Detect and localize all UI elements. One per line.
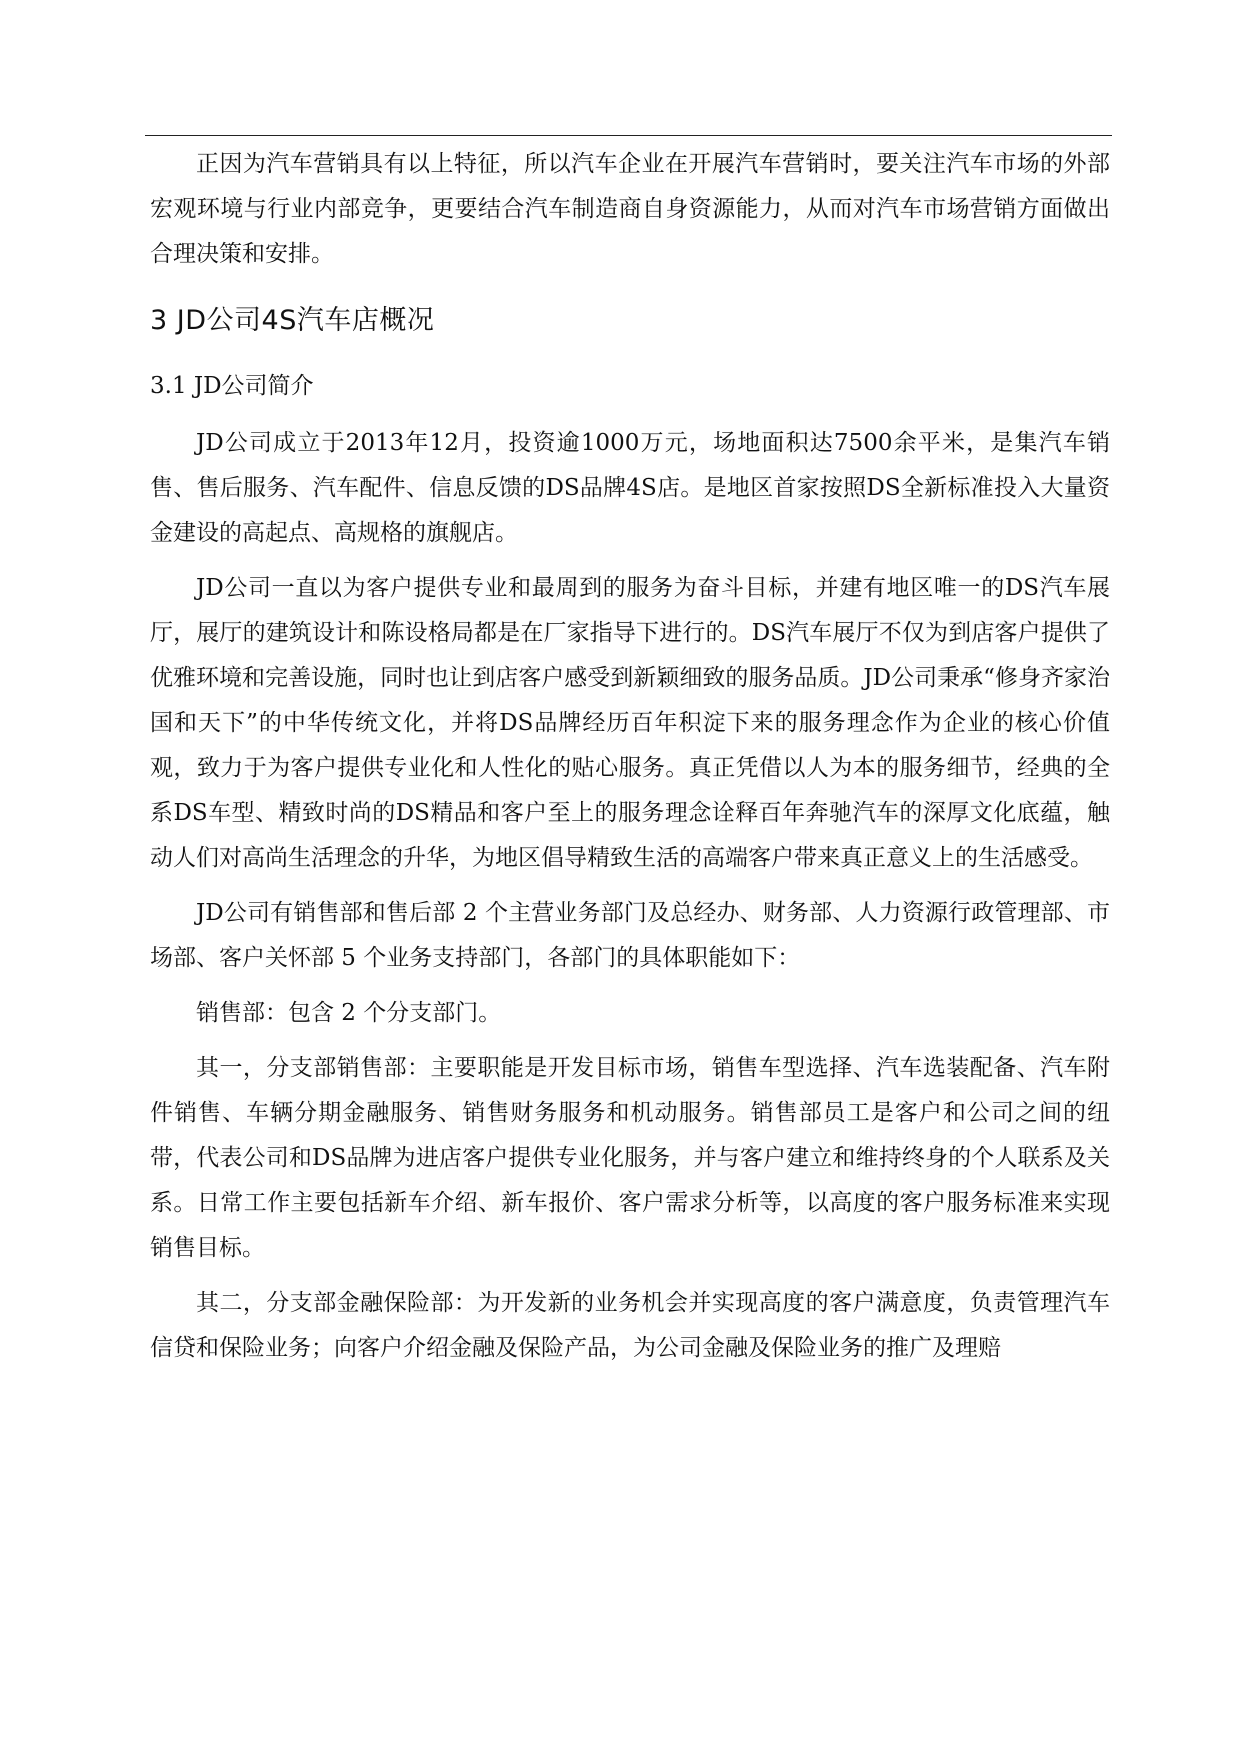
subsection-heading: 3.1 JD公司简介 <box>150 373 314 399</box>
paragraph-sales-branch: 其一，分支部销售部：主要职能是开发目标市场，销售车型选择、汽车选装配备、汽车附件销售、车辆分期金融服务、销售财务服务和机动服务。销售部员工是客户和公司之间的纽带，代表公司和DS品牌为进店客户提供专业化服务，并与客户建立和维持终身的个人联系及关系。日常工作主要包括新车介绍、新车报价、客户需求分析等，以高度的客户服务标准来实现销售目标。 <box>150 1055 1110 1261</box>
paragraph-finance-insurance-branch: 其二，分支部金融保险部：为开发新的业务机会并实现高度的客户满意度，负责管理汽车信贷和保险业务；向客户介绍金融及保险产品，为公司金融及保险业务的推广及理赔 <box>150 1290 1110 1361</box>
paragraph-company-service: JD公司一直以为客户提供专业和最周到的服务为奋斗目标，并建有地区唯一的DS汽车展厅，展厅的建筑设计和陈设格局都是在厂家指导下进行的。DS汽车展厅不仅为到店客户提供了优雅环境和完善设施，同时也让到店客户感受到新颖细致的服务品质。JD公司秉承“修身齐家治国和天下”的中华传统文化，并将DS品牌经历百年积淀下来的服务理念作为企业的核心价值观，致力于为客户提供专业化和人性化的贴心服务。真正凭借以人为本的服务细节，经典的全系DS车型、精致时尚的DS精品和客户至上的服务理念诠释百年奔驰汽车的深厚文化底蕴，触动人们对高尚生活理念的升华，为地区倡导精致生活的高端客户带来真正意义上的生活感受。 <box>150 575 1110 871</box>
document-body <box>150 142 1110 1381</box>
section-heading: 3 JD公司4S汽车店概况 <box>150 305 435 336</box>
paragraph-sales-department: 销售部：包含 2 个分支部门。 <box>196 1000 502 1026</box>
intro-paragraph: 正因为汽车营销具有以上特征，所以汽车企业在开展汽车营销时，要关注汽车市场的外部宏观环境与行业内部竞争，更要结合汽车制造商自身资源能力，从而对汽车市场营销方面做出合理决策和安排。 <box>150 151 1110 267</box>
paragraph-company-founding: JD公司成立于2013年12月，投资逾1000万元，场地面积达7500余平米，是集汽车销售、售后服务、汽车配件、信息反馈的DS品牌4S店。是地区首家按照DS全新标准投入大量资金建设的高起点、高规格的旗舰店。 <box>150 430 1110 546</box>
header-rule <box>145 135 1112 136</box>
paragraph-departments: JD公司有销售部和售后部 2 个主营业务部门及总经办、财务部、人力资源行政管理部、市场部、客户关怀部 5 个业务支持部门，各部门的具体职能如下： <box>150 900 1110 971</box>
